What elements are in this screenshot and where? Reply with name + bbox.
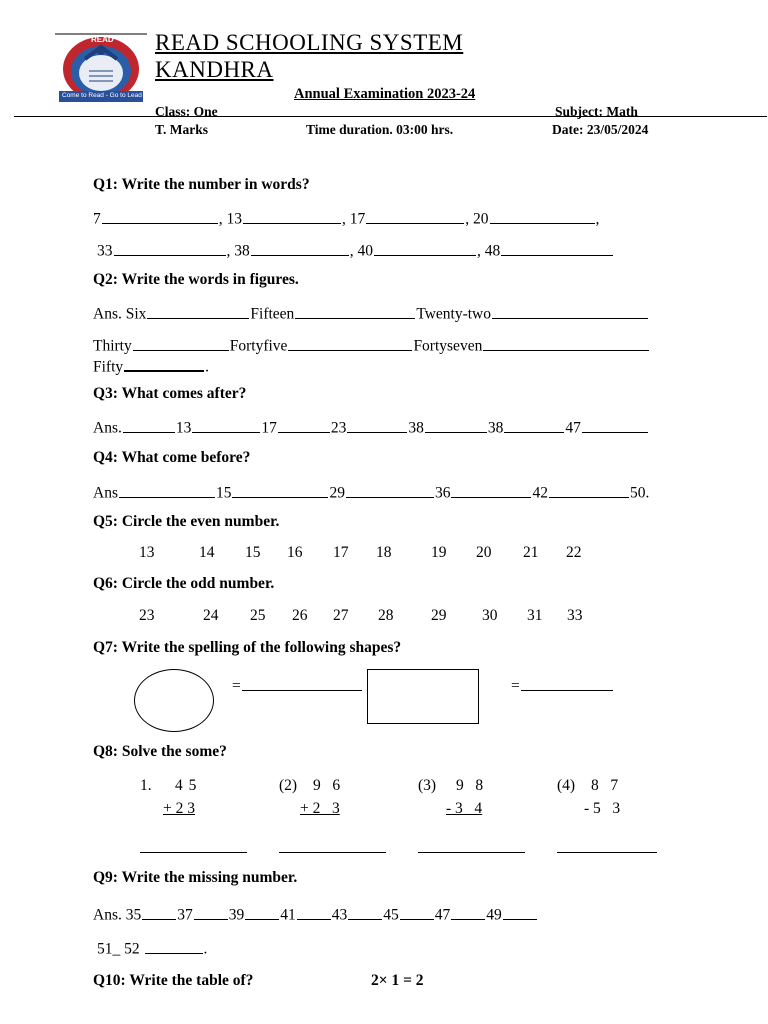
answer-blank[interactable] bbox=[451, 481, 531, 498]
answer-blank[interactable] bbox=[192, 416, 260, 433]
sum-problem-top: 9 6 bbox=[313, 777, 341, 794]
school-name-line1: READ SCHOOLING SYSTEM bbox=[155, 30, 464, 55]
number-option[interactable]: 26 bbox=[292, 607, 308, 624]
answer-blank[interactable] bbox=[503, 903, 537, 920]
school-name-line2: KANDHRA bbox=[155, 57, 274, 82]
number-option[interactable]: 18 bbox=[376, 544, 392, 561]
answer-blank[interactable] bbox=[557, 852, 657, 853]
sum-problem-top: 4 5 bbox=[175, 777, 197, 794]
answer-blank[interactable] bbox=[133, 334, 229, 351]
answer-blank[interactable] bbox=[582, 416, 648, 433]
q3-row: Ans. 13 17 23 38 38 47 bbox=[93, 416, 649, 438]
answer-blank[interactable] bbox=[147, 302, 249, 319]
number-option[interactable]: 13 bbox=[139, 544, 155, 561]
answer-blank[interactable] bbox=[521, 674, 613, 691]
q9-row2: 51_ 52 . bbox=[97, 937, 207, 959]
answer-blank[interactable] bbox=[425, 416, 487, 433]
answer-blank[interactable] bbox=[145, 937, 203, 954]
answer-blank[interactable] bbox=[374, 239, 476, 256]
logo-text: READ bbox=[91, 35, 114, 44]
q5-title: Q5: Circle the even number. bbox=[93, 513, 280, 530]
answer-blank[interactable] bbox=[346, 481, 434, 498]
number-option[interactable]: 15 bbox=[245, 544, 261, 561]
q4-row: Ans 15 29 36 42 50. bbox=[93, 481, 649, 503]
answer-blank[interactable] bbox=[124, 354, 204, 372]
q9-title: Q9: Write the missing number. bbox=[93, 869, 298, 886]
answer-blank[interactable] bbox=[451, 903, 485, 920]
answer-blank[interactable] bbox=[251, 239, 349, 256]
answer-blank[interactable] bbox=[245, 903, 279, 920]
sum-problem-top: 8 7 bbox=[591, 777, 619, 794]
q2-row2: Thirty Fortyfive Fortyseven bbox=[93, 334, 650, 356]
answer-blank[interactable] bbox=[123, 416, 175, 433]
table-first-row: 2× 1 = 2 bbox=[371, 972, 424, 989]
rectangle-shape bbox=[367, 669, 479, 724]
q1-row2: 33 , 38 , 40 , 48 bbox=[97, 239, 614, 261]
answer-blank[interactable] bbox=[279, 852, 386, 853]
number-option[interactable]: 27 bbox=[333, 607, 349, 624]
answer-blank[interactable] bbox=[549, 481, 629, 498]
sum-problem-label: (4) bbox=[557, 777, 576, 794]
number-option[interactable]: 28 bbox=[378, 607, 394, 624]
answer-blank[interactable] bbox=[295, 302, 415, 319]
answer-blank[interactable] bbox=[297, 903, 331, 920]
q9-row1: Ans. 35 37 39 41 43 45 47 49 bbox=[93, 903, 538, 925]
q7-title: Q7: Write the spelling of the following shapes? bbox=[93, 639, 402, 656]
answer-blank[interactable] bbox=[288, 334, 412, 351]
q6-title: Q6: Circle the odd number. bbox=[93, 575, 275, 592]
subject-label: Subject: Math bbox=[555, 104, 638, 119]
number-option[interactable]: 30 bbox=[482, 607, 498, 624]
answer-blank[interactable] bbox=[347, 416, 407, 433]
q8-title: Q8: Solve the some? bbox=[93, 743, 227, 760]
number-option[interactable]: 29 bbox=[431, 607, 447, 624]
sum-problem-label: (2) bbox=[279, 777, 298, 794]
number-option[interactable]: 14 bbox=[199, 544, 215, 561]
sum-problem-label: 1. bbox=[140, 777, 152, 794]
number-option[interactable]: 31 bbox=[527, 607, 543, 624]
q2-row3: Fifty . bbox=[93, 354, 209, 377]
q2-row1: Ans. Six Fifteen Twenty-two bbox=[93, 302, 649, 324]
class-label: Class: One bbox=[155, 104, 218, 119]
answer-blank[interactable] bbox=[418, 852, 525, 853]
number-option[interactable]: 22 bbox=[566, 544, 582, 561]
answer-blank[interactable] bbox=[142, 903, 176, 920]
logo-slogan: Come to Read - Go to Lead bbox=[62, 92, 142, 99]
q3-title: Q3: What comes after? bbox=[93, 385, 247, 402]
answer-blank[interactable] bbox=[242, 674, 362, 691]
answer-blank[interactable] bbox=[501, 239, 613, 256]
exam-title: Annual Examination 2023-24 bbox=[294, 86, 476, 102]
sum-problem-top: 9 8 bbox=[456, 777, 484, 794]
answer-blank[interactable] bbox=[102, 207, 218, 224]
sum-problem-bottom: - 5 3 bbox=[584, 800, 621, 817]
q1-row1: 7 , 13 , 17 , 20 , bbox=[93, 207, 599, 229]
total-marks-label: T. Marks bbox=[155, 122, 208, 137]
q7-answer-1: = bbox=[232, 674, 363, 696]
answer-blank[interactable] bbox=[140, 852, 247, 853]
answer-blank[interactable] bbox=[400, 903, 434, 920]
q4-title: Q4: What come before? bbox=[93, 449, 251, 466]
number-option[interactable]: 24 bbox=[203, 607, 219, 624]
sum-problem-bottom: - 3 4 bbox=[446, 800, 483, 817]
sum-problem-bottom: + 2 3 bbox=[300, 800, 340, 817]
sum-problem-label: (3) bbox=[418, 777, 437, 794]
answer-blank[interactable] bbox=[114, 239, 226, 256]
answer-blank[interactable] bbox=[483, 334, 649, 351]
answer-blank[interactable] bbox=[278, 416, 330, 433]
number-option[interactable]: 17 bbox=[333, 544, 349, 561]
answer-blank[interactable] bbox=[492, 302, 648, 319]
number-option[interactable]: 16 bbox=[287, 544, 303, 561]
number-option[interactable]: 21 bbox=[523, 544, 539, 561]
school-logo bbox=[55, 33, 147, 105]
answer-blank[interactable] bbox=[119, 481, 215, 498]
q2-title: Q2: Write the words in figures. bbox=[93, 271, 299, 288]
answer-blank[interactable] bbox=[232, 481, 328, 498]
answer-blank[interactable] bbox=[366, 207, 464, 224]
answer-blank[interactable] bbox=[348, 903, 382, 920]
q7-answer-2: = bbox=[511, 674, 614, 696]
number-option[interactable]: 20 bbox=[476, 544, 492, 561]
q1-title: Q1: Write the number in words? bbox=[93, 176, 310, 193]
header-rule bbox=[14, 116, 767, 117]
answer-blank[interactable] bbox=[504, 416, 564, 433]
answer-blank[interactable] bbox=[194, 903, 228, 920]
date-label: Date: 23/05/2024 bbox=[552, 122, 649, 137]
number-option[interactable]: 19 bbox=[431, 544, 447, 561]
answer-blank[interactable] bbox=[490, 207, 595, 224]
time-duration-label: Time duration. 03:00 hrs. bbox=[306, 122, 454, 137]
answer-blank[interactable] bbox=[243, 207, 341, 224]
q10-title: Q10: Write the table of? bbox=[93, 972, 254, 989]
sum-problem-bottom: + 2 3 bbox=[163, 800, 195, 817]
circle-shape bbox=[134, 669, 214, 732]
number-option[interactable]: 25 bbox=[250, 607, 266, 624]
number-option[interactable]: 23 bbox=[139, 607, 155, 624]
number-option[interactable]: 33 bbox=[567, 607, 583, 624]
